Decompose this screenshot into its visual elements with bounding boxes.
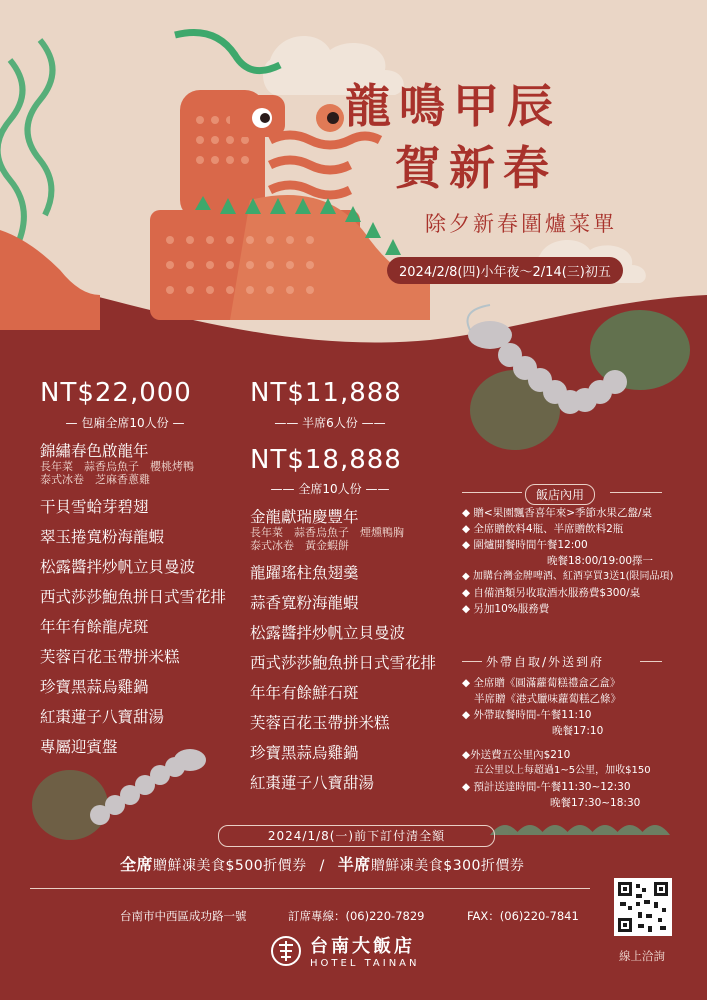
fish-illustration-right [455,300,705,470]
promo-half-label: 半席 [337,855,371,874]
dish-first: 金龍獻瑞慶豐年 [250,508,359,526]
info-line: ◆ 另加10%服務費 [462,603,550,615]
menu-left [40,442,226,756]
takeaway-heading: 外帶自取/外送到府 [486,655,605,669]
dish-sub: 泰式冰卷 芝麻香蔥雞 [40,473,150,486]
dish-sub: 泰式冰卷 黃金蝦餅 [250,539,349,552]
price-full: NT$18,888 [250,445,402,475]
info-line: ◆ 預計送達時間-午餐11:30~12:30 [462,781,631,793]
dish-item: 西式莎莎鮑魚拼日式雪花排 [250,654,437,672]
dine-in-info [462,506,673,616]
divider [640,661,662,662]
promo-full-label: 全席 [120,855,154,874]
footer-address: 台南市中西區成功路一號 [120,909,247,923]
qr-label: 線上洽詢 [619,949,665,963]
dish-item: 翠玉捲寬粉海龍蝦 [40,528,165,546]
footer-fax: FAX：(06)220-7841 [467,909,579,923]
dish-first: 錦繡春色啟龍年 [40,442,149,460]
dish-item: 松露醬拌炒帆立貝曼波 [40,558,196,576]
dish-item: 芙蓉百花玉帶拼米糕 [40,648,180,666]
dish-sub: 長年菜 蒜香烏魚子 煙燻鴨胸 [250,526,404,539]
dish-sub: 長年菜 蒜香烏魚子 櫻桃烤鴨 [40,460,194,473]
divider [462,661,482,662]
promo-separator: / [319,858,325,874]
info-line: 五公里以上每超過1~5公里，加收$150 [474,765,651,776]
date-range-badge: 2024/2/8(四)小年夜～2/14(三)初五 [387,257,623,284]
brand-name-en: HOTEL TAINAN [310,958,420,969]
dish-item: 紅棗蓮子八寶甜湯 [40,708,165,726]
info-line: 晚餐17:10 [552,725,604,737]
price-left: NT$22,000 [40,378,192,408]
info-line: ◆ 外帶取餐時間-午餐11:10 [462,709,592,721]
promo-line [120,852,524,875]
promo-half-text: 贈鮮凍美食$300折價券 [370,858,525,874]
dine-in-heading: 飯店內用 [525,484,595,505]
dish-item: 年年有餘龍虎斑 [40,618,149,636]
dish-item: 芙蓉百花玉帶拼米糕 [250,714,390,732]
info-line: 半席贈《港式臘味蘿蔔糕乙條》 [474,693,621,705]
info-line: ◆ 全席贈飲料4瓶、半席贈飲料2瓶 [462,523,624,535]
dish-item: 珍寶黑蒜烏雞鍋 [250,744,359,762]
wave-decoration [490,805,670,845]
dish-item: 蒜香寬粉海龍蝦 [250,594,359,612]
info-line: ◆ 自備酒類另收取酒水服務費$300/桌 [462,587,641,599]
dish-item: 紅棗蓮子八寶甜湯 [250,774,375,792]
dish-item: 龍躍瑤柱魚翅羹 [250,564,359,582]
tag-full: —— 全席10人份 —— [270,482,390,496]
promo-full-text: 贈鮮凍美食$500折價券 [153,858,307,874]
qr-code-icon[interactable] [614,878,672,936]
menu-mid [250,508,436,792]
divider [610,492,662,493]
divider [462,492,522,493]
info-line: ◆ 圍爐開餐時間午餐12:00 [462,539,588,551]
info-line: ◆ 贈<果園飄香喜年來>季節水果乙盤/桌 [462,507,653,519]
title-line1: 龍鳴甲辰 [345,79,561,133]
footer-divider [30,888,590,889]
brand-name-cn: 台南大飯店 [310,936,415,957]
dish-item: 專屬迎賓盤 [40,738,118,756]
dish-item: 珍寶黑蒜烏雞鍋 [40,678,149,696]
info-line: ◆ 加購台灣金牌啤酒、紅酒享買3送1(限同品項) [462,571,674,582]
dish-item: 松露醬拌炒帆立貝曼波 [250,624,406,642]
tag-half: —— 半席6人份 —— [274,416,386,430]
tag-left: — 包廂全席10人份 — [65,416,185,430]
deadline-badge: 2024/1/8(一)前下訂付清全額 [218,825,495,847]
info-line: 晚餐17:30~18:30 [550,797,641,809]
info-line: ◆ 全席贈《圓滿蘿蔔糕禮盒乙盒》 [462,677,621,689]
price-half: NT$11,888 [250,378,402,408]
dish-item: 年年有餘鮮石斑 [250,684,359,702]
subtitle: 除夕新春圍爐菜單 [425,212,617,236]
info-line: ◆外送費五公里內$210 [462,749,571,761]
title-line2: 賀新春 [395,141,557,195]
hotel-logo-icon [270,935,302,967]
takeaway-info [462,676,651,810]
dish-item: 干貝雪蛤芽碧翅 [40,498,149,516]
hotel-brand [270,932,420,969]
footer-phone[interactable]: 訂席專線：(06)220-7829 [288,909,425,923]
info-line: 晚餐18:00/19:00擇一 [547,555,654,567]
dish-item: 西式莎莎鮑魚拼日式雪花排 [40,588,227,606]
